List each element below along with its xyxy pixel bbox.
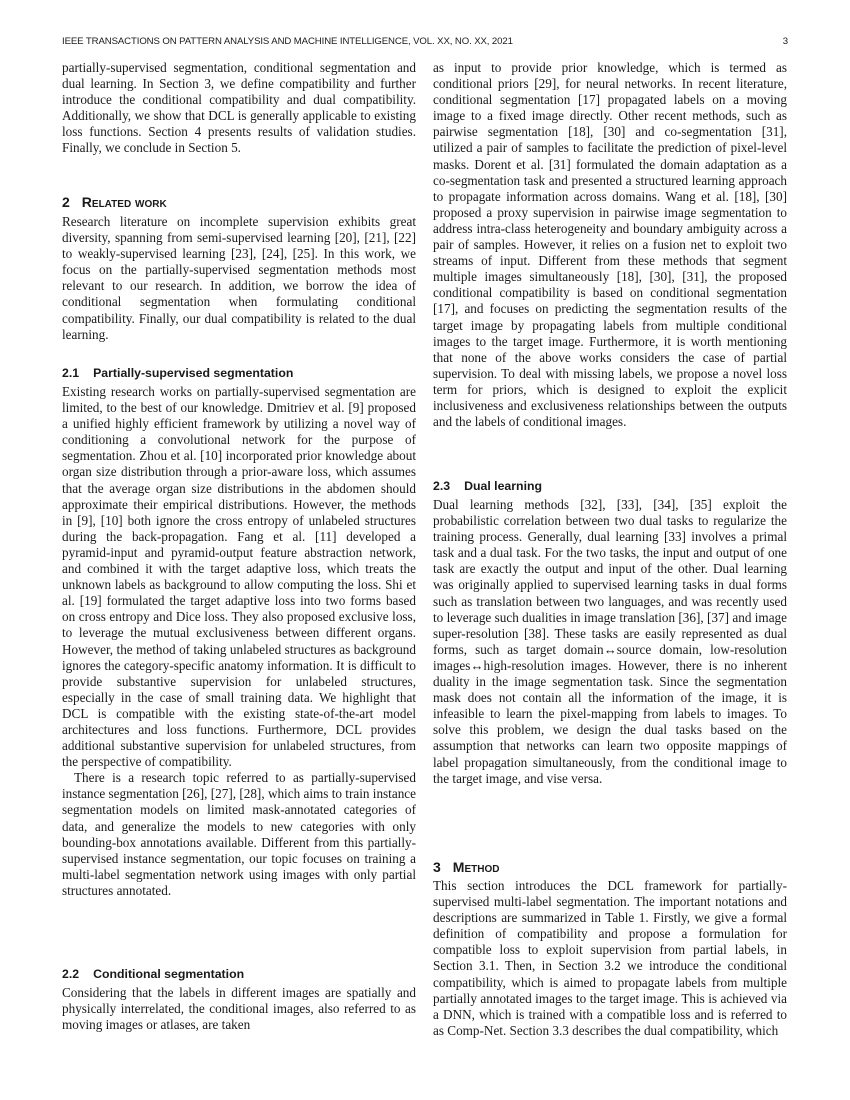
page-number: 3 (782, 36, 788, 47)
paragraph: This section introduces the DCL framework for partially-supervised multi-label segmentation. The important notations and descriptions are summarized in Table 1. Firstly, we give a formal definition of compatibility and propose a formulation for compatible loss to exploit supervision from partial labels, in Section 3.1. Then, in Section 3.2 we introduce the conditional compatibility, which is aimed to propagate labels from multiple partially annotated images to the target image. This is achieved via a DNN, which is trained with a compatible loss and is referred to as Comp-Net. Section 3.3 describes the dual compatibility, which (433, 878, 787, 1038)
section-2-heading (62, 194, 167, 210)
paragraph: Considering that the labels in different images are spatially and physically interrelated, the conditional images, also referred to as moving images or atlases, are taken (62, 985, 416, 1033)
section-2-body (62, 214, 416, 343)
section-2-3-heading (433, 479, 542, 493)
section-number: 2 (62, 194, 70, 210)
intro-paragraph (62, 60, 416, 157)
section-title: Dual learning (464, 479, 543, 493)
section-3-heading (433, 859, 499, 875)
paragraph: Existing research works on partially-supervised segmentation are limited, to the best of our knowledge. Dmitriev et al. [9] proposed a unified highly efficient framework by utilizing a novel way of conditioning a convolutional network for the purpose of segmentation. Zhou et al. [10] incorporated prior knowledge about organ size distribution through a prior-aware loss, which assumes that the average organ size distributions in the abdomen should approximate their empirical distributions. However, the methods in [9], [10] both ignore the cross entropy of unlabeled structures during the back-propagation. Fang et al. [11] developed a pyramid-input and pyramid-output feature abstraction network, and combined it with the target adaptive loss, which treats the unknown labels as background to allow computing the loss. Shi et al. [19] formulated the target adaptive loss into two forms based on cross entropy and Dice loss. They also proposed exclusive loss, to leverage the mutual exclusiveness between different organs. However, the method of taking unlabeled structures as background ignores the category-specific anatomy information. It is difficult to provide substantive supervision for unlabeled structures, especially in the case of small training data. We highlight that DCL is compatible with the existing state-of-the-art model architectures and loss functions. Furthermore, DCL provides additional substantive supervision for unlabeled structures, from the perspective of compatibility. (62, 384, 416, 770)
section-2-3-body (433, 497, 787, 787)
section-2-1-heading (62, 366, 293, 380)
paragraph: as input to provide prior knowledge, which is termed as conditional priors [29], for neural networks. In recent literature, conditional segmentation [17] propagated labels on a moving image to a fixed image directly. Other recent methods, such as pairwise segmentation [18], [30] and co-segmentation [31], utilized a pair of samples to facilitate the prediction of pixel-level masks. Dorent et al. [31] formulated the domain adaptation as a co-segmentation task and presented a structured learning approach to propagate information across domains. Wang et al. [18], [30] proposed a proxy supervision in pairwise image segmentation to address intra-class heterogeneity and boundary ambiguity across a pair of samples. However, it relies on a fusion net to exploit two streams of input. Different from these methods that segment multiple images simultaneously [18], [30], [31], the proposed conditional compatibility is based on conditional segmentation [17], and focuses on predicting the segmentation results of the target image by propagating labels from multiple conditional images to the target image. Furthermore, it is worth mentioning that none of the above works considers the case of partial supervision. To deal with missing labels, we propose a novel loss term for priors, which is designed to exploit the explicit inclusiveness and exclusiveness relationships between the outputs and the labels of conditional images. (433, 60, 787, 430)
paragraph: Dual learning methods [32], [33], [34], [35] exploit the probabilistic correlation between two dual tasks to regularize the training process. Generally, dual learning [33] involves a primal task and a dual task. For the two tasks, the input and output of one task are exactly the output and input of the other. Dual learning was originally applied to supervised learning tasks in dual forms such as translation between two languages, and was recently used to leverage such dualities in image translation [36], [37] and image super-resolution [38]. These tasks are easily represented as dual forms, such as target domain↔source domain, low-resolution images↔high-resolution images. However, there is no inherent duality in the image segmentation task. Since the segmentation mask does not contain all the information of the image, it is infeasible to learn the pixel-mapping from labels to images. To solve this problem, we design the dual tasks based on the assumption that networks can learn two opposite mappings of label propagation simultaneously, from the conditional image to the target image, and vise versa. (433, 497, 787, 786)
section-2-2-body (62, 985, 416, 1033)
section-number: 2.3 (433, 479, 451, 493)
section-number: 2.2 (62, 967, 80, 981)
section-title: Related work (81, 194, 167, 210)
section-title: Method (452, 859, 500, 875)
section-number: 2.1 (62, 366, 80, 380)
paragraph: partially-supervised segmentation, conditional segmentation and dual learning. In Section 3, we define compatibility and further introduce the conditional compatibility and dual compatibility. Additionally, we show that DCL is generally applicable to existing loss functions. Section 4 presents results of validation studies. Finally, we conclude in Section 5. (62, 60, 416, 156)
section-3-body (433, 878, 787, 1039)
section-title: Conditional segmentation (93, 967, 245, 981)
paragraph: There is a research topic referred to as partially-supervised instance segmentation [26], [27], [28], which aims to train instance segmentation models on limited mask-annotated categories of data, and generalize the models to new categories with only bounding-box annotations available. Different from this partially-supervised instance segmentation, our topic focuses on training a multi-label segmentation network using images with only partial structures annotated. (62, 770, 416, 898)
running-header (62, 36, 788, 47)
section-title: Partially-supervised segmentation (93, 366, 294, 380)
paragraph: Research literature on incomplete supervision exhibits great diversity, spanning from semi-supervised learning [20], [21], [22] to weakly-supervised learning [23], [24], [25]. In this work, we focus on the partially-supervised segmentation methods most relevant to our research. In addition, we borrow the idea of conditional segmentation when formulating conditional compatibility. Finally, our dual compatibility is related to the dual learning. (62, 214, 416, 342)
section-2-2-continued (433, 60, 787, 430)
section-number: 3 (433, 859, 441, 875)
section-2-1-body (62, 384, 416, 899)
journal-title: IEEE TRANSACTIONS ON PATTERN ANALYSIS AND MACHINE INTELLIGENCE, VOL. XX, NO. XX, 2021 (62, 36, 513, 47)
section-2-2-heading (62, 967, 244, 981)
